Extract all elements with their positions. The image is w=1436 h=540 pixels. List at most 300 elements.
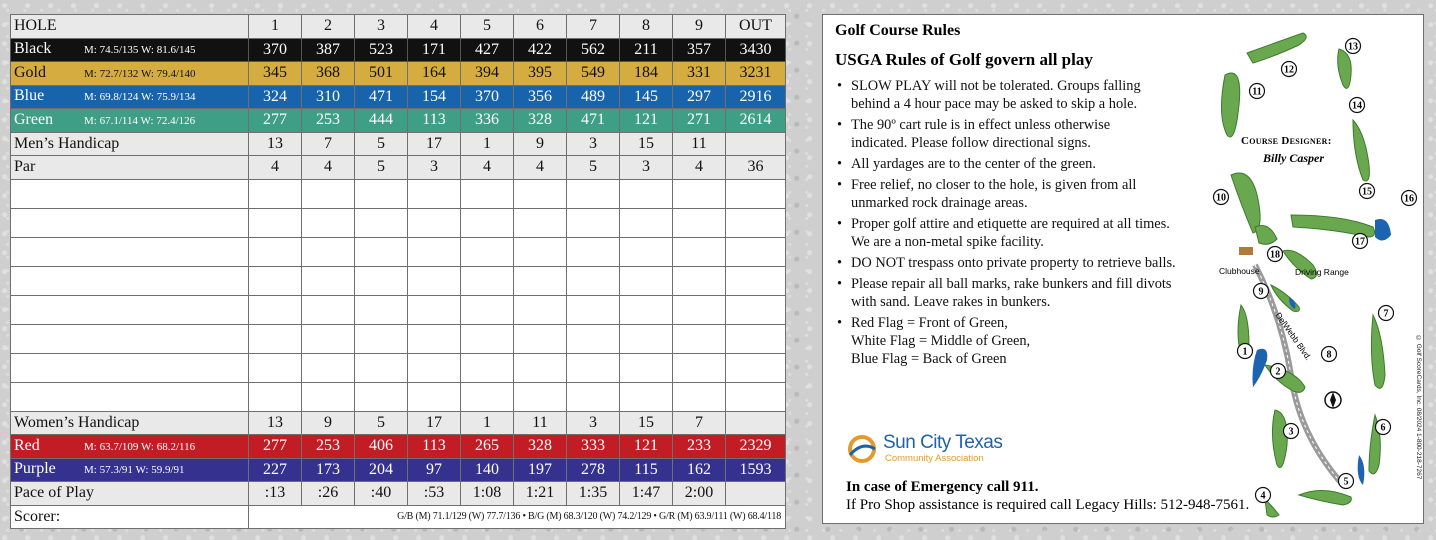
designer-title: Course Designer: [1241,135,1332,147]
score-entry-row [11,295,786,324]
player-name-cell [11,295,249,324]
hole-number: 1 [1242,346,1248,358]
score-cell [726,179,786,208]
tee-black-hole-5: 427 [461,38,514,62]
mens-handicap-row-label: Men’s Handicap [11,132,249,156]
score-cell [514,353,567,382]
score-cell [302,179,355,208]
score-cell [514,237,567,266]
tee-green-hole-4: 113 [408,109,461,133]
tee-rating: M: 72.7/132 W: 79.4/140 [84,67,196,80]
par-row-hole-6: 4 [514,156,567,180]
hole-number: 17 [1355,236,1365,248]
player-name-cell [11,237,249,266]
pace-of-play-row [11,482,786,506]
par-row-hole-5: 4 [461,156,514,180]
rule-item [835,77,1195,113]
par-row [11,156,786,180]
tee-gold-hole-4: 164 [408,62,461,86]
tee-black-hole-8: 211 [620,38,673,62]
womens-handicap-row-hole-5: 1 [461,411,514,435]
score-cell [620,353,673,382]
score-cell [673,266,726,295]
tee-blue-hole-3: 471 [355,85,408,109]
score-cell [567,324,620,353]
hole-marker-14 [1350,98,1365,113]
pace-of-play-row-label: Pace of Play [11,482,249,506]
rule-text: Please repair all ball marks, rake bunkers and fill divots with sand. Leave rakes in bunkers. [851,276,1172,310]
score-cell [408,266,461,295]
clubhouse-icon [1239,247,1253,255]
par-row-hole-7: 5 [567,156,620,180]
tee-black-hole-4: 171 [408,38,461,62]
pace-of-play-row-hole-9: 2:00 [673,482,726,506]
score-entry-row [11,208,786,237]
tee-black-hole-3: 523 [355,38,408,62]
usga-heading: USGA Rules of Golf govern all play [835,50,1093,69]
fairway-11 [1221,73,1239,137]
score-cell [355,324,408,353]
par-row-out: 36 [726,156,786,180]
pace-of-play-row-hole-5: 1:08 [461,482,514,506]
mens-handicap-row-hole-5: 1 [461,132,514,156]
score-cell [461,179,514,208]
score-cell [673,353,726,382]
tee-red-hole-6: 328 [514,435,567,459]
score-cell [408,179,461,208]
score-cell [461,266,514,295]
proshop-contact: If Pro Shop assistance is required call Legacy Hills: 512-948-7561. [846,497,1250,513]
tee-blue-hole-1: 324 [249,85,302,109]
tee-row-purple [11,458,786,482]
mens-handicap-row-hole-7: 3 [567,132,620,156]
tee-green-label [11,109,249,133]
rules-title: Golf Course Rules [835,22,961,39]
tee-row-red [11,435,786,459]
score-cell [355,266,408,295]
score-cell [567,382,620,411]
tee-green-hole-3: 444 [355,109,408,133]
road [1255,265,1343,485]
rules-list [835,77,1195,371]
player-name-cell [11,353,249,382]
rule-item [835,275,1195,311]
pace-of-play-row-out [726,482,786,506]
tee-rating: M: 57.3/91 W: 59.9/91 [84,464,185,477]
rule-text: All yardages are to the center of the green. [851,156,1096,172]
tee-row-green [11,109,786,133]
tee-green-hole-6: 328 [514,109,567,133]
hole-marker-12 [1282,62,1297,77]
hole-marker-18 [1268,247,1283,262]
mens-handicap-row-hole-8: 15 [620,132,673,156]
score-cell [514,208,567,237]
womens-handicap-row-hole-9: 7 [673,411,726,435]
hole-marker-15 [1360,184,1375,199]
hole-header-row [11,15,786,39]
tee-red-hole-1: 277 [249,435,302,459]
hole-header-row-hole-6: 6 [514,15,567,39]
rule-item [835,254,1195,272]
hole-number: 7 [1383,308,1389,320]
tee-row-black [11,38,786,62]
hole-number: 16 [1404,193,1414,205]
hole-marker-3 [1284,424,1299,439]
tee-gold-hole-5: 394 [461,62,514,86]
score-cell [673,295,726,324]
tee-red-hole-8: 121 [620,435,673,459]
hole-header-row-hole-3: 3 [355,15,408,39]
par-row-hole-8: 3 [620,156,673,180]
score-cell [726,353,786,382]
scorecard-table [10,14,786,529]
pace-of-play-row-hole-6: 1:21 [514,482,567,506]
pace-of-play-row-hole-8: 1:47 [620,482,673,506]
score-cell [302,208,355,237]
pace-of-play-row-hole-7: 1:35 [567,482,620,506]
tee-black-hole-6: 422 [514,38,567,62]
pace-of-play-row-hole-4: :53 [408,482,461,506]
tee-green-hole-2: 253 [302,109,355,133]
score-cell [673,324,726,353]
player-name-cell [11,266,249,295]
score-cell [514,324,567,353]
hole-number: 11 [1252,86,1262,98]
tee-purple-hole-2: 173 [302,458,355,482]
score-cell [567,208,620,237]
mens-handicap-row-out [726,132,786,156]
rule-item [835,215,1195,251]
mens-handicap-row-hole-9: 11 [673,132,726,156]
score-cell [249,237,302,266]
tee-red-label [11,435,249,459]
tee-blue-hole-9: 297 [673,85,726,109]
hole-number: 13 [1348,41,1358,53]
score-cell [355,179,408,208]
tee-rating: M: 74.5/135 W: 81.6/145 [84,44,196,57]
hole-marker-2 [1271,364,1286,379]
tee-purple-hole-5: 140 [461,458,514,482]
clubhouse-label: Clubhouse [1219,266,1260,276]
mens-handicap-row [11,132,786,156]
score-cell [514,382,567,411]
hole-marker-13 [1346,39,1361,54]
sun-icon [845,431,885,471]
tee-row-gold [11,62,786,86]
score-cell [514,295,567,324]
tee-purple-hole-7: 278 [567,458,620,482]
score-entry-row [11,382,786,411]
designer-name: Billy Casper [1263,151,1325,165]
score-entry-row [11,266,786,295]
score-cell [726,382,786,411]
hole-number: 8 [1326,349,1332,361]
score-cell [302,382,355,411]
hole-header-row-hole-4: 4 [408,15,461,39]
fairway-14 [1353,120,1369,181]
hole-number: 15 [1362,186,1372,198]
score-entry-row [11,237,786,266]
pace-of-play-row-hole-2: :26 [302,482,355,506]
score-cell [355,237,408,266]
tee-green-hole-9: 271 [673,109,726,133]
hole-header-row-hole-1: 1 [249,15,302,39]
score-cell [620,266,673,295]
score-cell [567,179,620,208]
tee-gold-label [11,62,249,86]
tee-black-hole-1: 370 [249,38,302,62]
tee-purple-hole-8: 115 [620,458,673,482]
score-cell [355,295,408,324]
score-cell [620,382,673,411]
hole-marker-4 [1256,488,1271,503]
score-cell [461,237,514,266]
score-entry-row [11,353,786,382]
score-cell [461,382,514,411]
tee-purple-hole-1: 227 [249,458,302,482]
womens-handicap-row-hole-7: 3 [567,411,620,435]
tee-rating: M: 63.7/109 W: 68.2/116 [84,440,196,453]
hole-number: 4 [1260,490,1266,502]
pace-of-play-row-hole-3: :40 [355,482,408,506]
par-row-hole-9: 4 [673,156,726,180]
womens-handicap-row-label: Women’s Handicap [11,411,249,435]
hole-header-row-out: OUT [726,15,786,39]
tee-purple-hole-4: 97 [408,458,461,482]
hole-number: 5 [1343,476,1349,488]
score-cell [620,324,673,353]
tee-rating: M: 69.8/124 W: 75.9/134 [84,91,196,104]
par-row-hole-1: 4 [249,156,302,180]
score-cell [249,353,302,382]
score-cell [461,295,514,324]
score-cell [302,353,355,382]
scorer-row [11,505,786,529]
tee-gold-hole-8: 184 [620,62,673,86]
scorer-label: Scorer: [11,505,249,529]
hole-marker-6 [1376,420,1391,435]
hole-header-row-label: HOLE [11,15,249,39]
tee-name: Black [14,40,52,58]
rule-text: DO NOT trespass onto private property to retrieve balls. [851,255,1176,271]
player-name-cell [11,179,249,208]
tee-blue-out: 2916 [726,85,786,109]
score-cell [355,382,408,411]
tee-black-out: 3430 [726,38,786,62]
score-entry-row [11,324,786,353]
tee-purple-out: 1593 [726,458,786,482]
tee-blue-hole-7: 489 [567,85,620,109]
player-name-cell [11,208,249,237]
score-cell [355,208,408,237]
tee-name: Red [14,436,40,454]
mens-handicap-row-hole-4: 17 [408,132,461,156]
hole-marker-9 [1254,284,1269,299]
tee-gold-hole-3: 501 [355,62,408,86]
score-cell [673,179,726,208]
tee-green-hole-1: 277 [249,109,302,133]
rule-item [835,155,1195,173]
fairway-12 [1247,33,1306,63]
pond-16 [1375,219,1391,241]
womens-handicap-row-hole-6: 11 [514,411,567,435]
fairway-18 [1255,226,1277,245]
mens-handicap-row-hole-1: 13 [249,132,302,156]
rule-text: Proper golf attire and etiquette are required at all times. We are a non-metal spike facility. [851,216,1170,250]
mens-handicap-row-hole-2: 7 [302,132,355,156]
hole-marker-17 [1353,234,1368,249]
score-cell [461,324,514,353]
score-cell [408,208,461,237]
par-row-hole-2: 4 [302,156,355,180]
tee-blue-hole-4: 154 [408,85,461,109]
rule-text: Free relief, no closer to the hole, is given from all unmarked rock drainage areas. [851,177,1137,211]
emergency-notice: In case of Emergency call 911. [846,479,1039,495]
hole-marker-1 [1238,344,1253,359]
tee-purple-hole-6: 197 [514,458,567,482]
tee-red-hole-3: 406 [355,435,408,459]
score-cell [726,324,786,353]
tee-purple-hole-9: 162 [673,458,726,482]
mens-handicap-row-hole-3: 5 [355,132,408,156]
hole-number: 2 [1275,366,1281,378]
fairway-3 [1272,410,1287,468]
score-cell [567,237,620,266]
hole-marker-8 [1322,347,1337,362]
score-cell [249,382,302,411]
score-cell [620,295,673,324]
score-cell [567,266,620,295]
tee-blue-hole-6: 356 [514,85,567,109]
score-cell [567,295,620,324]
womens-handicap-row-hole-4: 17 [408,411,461,435]
player-name-cell [11,324,249,353]
pond-2 [1253,349,1268,387]
fairway-5 [1299,490,1351,505]
tee-blue-hole-8: 145 [620,85,673,109]
hole-marker-5 [1339,474,1354,489]
sun-city-logo [845,429,1015,469]
womens-handicap-row-hole-2: 9 [302,411,355,435]
womens-handicap-row-hole-8: 15 [620,411,673,435]
tee-blue-hole-2: 310 [302,85,355,109]
copyright: © Golf ScoreCards, Inc. 08/2024 1-800-218-7267 [1415,335,1422,480]
score-cell [408,324,461,353]
score-cell [673,382,726,411]
hole-number: 14 [1352,100,1362,112]
score-cell [355,353,408,382]
rule-text: The 90º cart rule is in effect unless otherwise indicated. Please follow directional signs. [851,117,1111,151]
womens-handicap-row-out [726,411,786,435]
womens-handicap-row [11,411,786,435]
tee-rating: M: 67.1/114 W: 72.4/126 [84,114,196,127]
rule-text: SLOW PLAY will not be tolerated. Groups falling behind a 4 hour pace may be asked to skip a hole. [851,78,1141,112]
tee-red-hole-2: 253 [302,435,355,459]
score-cell [408,237,461,266]
tee-purple-hole-3: 204 [355,458,408,482]
pond-6 [1358,455,1365,485]
score-cell [726,208,786,237]
tee-green-hole-8: 121 [620,109,673,133]
rule-text: Red Flag = Front of Green, White Flag = Middle of Green, Blue Flag = Back of Green [851,315,1031,367]
score-cell [726,295,786,324]
score-cell [302,295,355,324]
hole-number: 18 [1270,249,1280,261]
tee-green-hole-7: 471 [567,109,620,133]
score-cell [461,208,514,237]
score-cell [408,295,461,324]
tee-gold-hole-2: 368 [302,62,355,86]
rules-panel [822,14,1424,524]
hole-marker-11 [1250,84,1265,99]
score-cell [514,179,567,208]
womens-handicap-row-hole-1: 13 [249,411,302,435]
score-cell [302,237,355,266]
rule-item [835,314,1195,368]
score-cell [249,179,302,208]
tee-purple-label [11,458,249,482]
tee-gold-out: 3231 [726,62,786,86]
hole-header-row-hole-2: 2 [302,15,355,39]
par-row-hole-3: 5 [355,156,408,180]
tee-name: Gold [14,63,46,81]
score-cell [461,353,514,382]
score-entry-row [11,179,786,208]
tee-green-out: 2614 [726,109,786,133]
tee-gold-hole-1: 345 [249,62,302,86]
tee-blue-label [11,85,249,109]
tee-green-hole-5: 336 [461,109,514,133]
fairway-10 [1231,173,1260,233]
hole-header-row-hole-8: 8 [620,15,673,39]
score-cell [408,382,461,411]
score-cell [620,237,673,266]
hole-marker-16 [1402,191,1417,206]
score-cell [249,208,302,237]
score-cell [620,179,673,208]
road-label: DelWebb Blvd. [1273,310,1314,363]
score-cell [726,266,786,295]
logo-subtitle: Community Association [885,453,984,464]
womens-handicap-row-hole-3: 5 [355,411,408,435]
logo-name: Sun City Texas [883,432,1003,453]
tee-name: Blue [14,87,45,105]
score-cell [249,324,302,353]
tee-gold-hole-9: 331 [673,62,726,86]
hole-header-row-hole-7: 7 [567,15,620,39]
tee-black-hole-7: 562 [567,38,620,62]
hole-number: 3 [1288,426,1294,438]
score-cell [408,353,461,382]
tee-black-hole-2: 387 [302,38,355,62]
score-cell [567,353,620,382]
tee-row-blue [11,85,786,109]
tee-red-hole-9: 233 [673,435,726,459]
score-cell [302,324,355,353]
hole-marker-7 [1379,306,1394,321]
hole-number: 9 [1258,286,1264,298]
tee-red-hole-4: 113 [408,435,461,459]
fairway-7 [1371,315,1385,388]
tee-name: Green [14,110,54,128]
tee-red-hole-5: 265 [461,435,514,459]
hole-marker-10 [1214,190,1229,205]
course-map [1203,15,1423,523]
hole-number: 6 [1380,422,1386,434]
tee-blue-hole-5: 370 [461,85,514,109]
player-name-cell [11,382,249,411]
score-cell [302,266,355,295]
